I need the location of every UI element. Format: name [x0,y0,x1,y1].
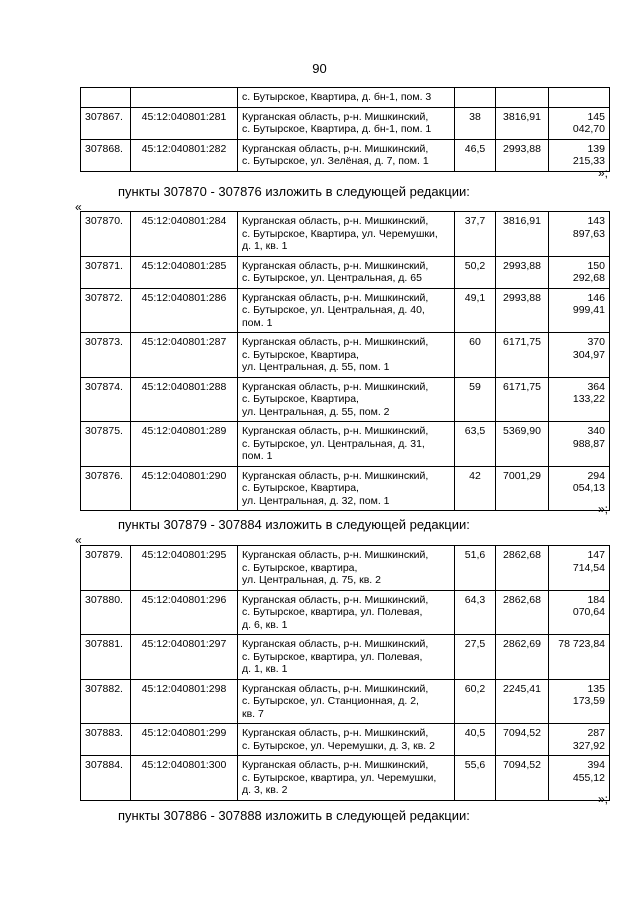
address-line: Курганская область, р-н. Мишкинский, [242,425,429,437]
cell-cost: 143 897,63 [549,212,610,257]
cell-cad: 45:12:040801:285 [131,256,238,288]
cell-cad [131,88,238,108]
cell-num: 307882. [81,679,131,724]
address-line: Курганская область, р-н. Мишкинский, [242,549,429,561]
address-line: Курганская область, р-н. Мишкинский, [242,727,429,739]
cell-cad: 45:12:040801:288 [131,377,238,422]
cell-addr [238,724,455,756]
address-line: с. Бутырское, ул. Черемушки, д. 3, кв. 2 [242,739,435,752]
cell-area: 60,2 [455,679,496,724]
cell-price: 7094,52 [496,756,549,801]
address-line: с. Бутырское, квартира, ул. Полевая, [242,606,423,618]
cell-cad: 45:12:040801:289 [131,422,238,467]
cell-cad: 45:12:040801:286 [131,288,238,333]
address-line: с. Бутырское, квартира, ул. Полевая, [242,650,423,663]
cell-cad: 45:12:040801:281 [131,107,238,139]
cell-addr [238,546,455,591]
address-line: с. Бутырское, квартира, ул. Черемушки, [242,771,437,784]
address-line: с. Бутырское, Квартира, [242,482,359,494]
cell-price: 6171,75 [496,333,549,378]
cell-addr [238,679,455,724]
address-line: Курганская область, р-н. Мишкинский, [242,469,429,482]
address-line: д. 6, кв. 1 [242,618,288,631]
cell-addr [238,377,455,422]
cell-addr [238,139,455,171]
address-line: с. Бутырское, Квартира, д. бн-1, пом. 1 [242,123,432,135]
section-heading-2: пункты 307879 - 307884 изложить в следующей редакции: [118,517,470,532]
cell-price: 2862,68 [496,546,549,591]
cell-num [81,88,131,108]
cell-addr [238,212,455,257]
cell-cost: 150 292,68 [549,256,610,288]
closing-quote-3: »; [597,792,608,806]
address-line: Курганская область, р-н. Мишкинский, [242,380,429,393]
address-line: кв. 7 [242,707,264,720]
cell-area: 49,1 [455,288,496,333]
opening-quote-1: « [75,200,82,214]
table-row [81,212,610,257]
cell-addr [238,635,455,680]
table-row [81,288,610,333]
table-row [81,756,610,801]
cell-price [496,88,549,108]
cell-addr [238,590,455,635]
address-line: с. Бутырское, квартира, [242,561,358,574]
closing-quote-2: »; [597,502,608,516]
cell-cad: 45:12:040801:299 [131,724,238,756]
cell-addr [238,756,455,801]
cell-addr [238,88,455,108]
cell-num: 307873. [81,333,131,378]
cell-cost: 78 723,84 [549,635,610,680]
cell-cost: 139 215,33 [549,139,610,171]
cell-area: 40,5 [455,724,496,756]
opening-quote-2: « [75,533,82,547]
address-line: с. Бутырское, ул. Центральная, д. 31, [242,437,425,450]
cell-num: 307884. [81,756,131,801]
table-row [81,256,610,288]
cell-num: 307879. [81,546,131,591]
address-line: д. 3, кв. 2 [242,784,288,796]
cell-price: 6171,75 [496,377,549,422]
cell-num: 307876. [81,466,131,511]
cell-price: 2993,88 [496,288,549,333]
cell-num: 307883. [81,724,131,756]
cell-cad: 45:12:040801:300 [131,756,238,801]
table-row [81,546,610,591]
table-row [81,590,610,635]
cell-cad: 45:12:040801:295 [131,546,238,591]
cell-area: 42 [455,466,496,511]
cell-price: 2993,88 [496,256,549,288]
address-line: ул. Центральная, д. 55, пом. 1 [242,361,390,373]
cell-num: 307875. [81,422,131,467]
page-number: 90 [312,61,327,76]
cell-area: 46,5 [455,139,496,171]
property-table-1 [80,87,610,172]
property-table-2 [80,211,610,511]
cell-area: 59 [455,377,496,422]
cell-area: 60 [455,333,496,378]
cell-cad: 45:12:040801:282 [131,139,238,171]
table-row [81,333,610,378]
cell-cost: 340 988,87 [549,422,610,467]
cell-num: 307881. [81,635,131,680]
cell-num: 307872. [81,288,131,333]
table-row [81,635,610,680]
cell-addr [238,422,455,467]
cell-area: 27,5 [455,635,496,680]
table-row [81,377,610,422]
table-row [81,724,610,756]
cell-price: 2993,88 [496,139,549,171]
cell-cost: 147 714,54 [549,546,610,591]
address-line: Курганская область, р-н. Мишкинский, [242,142,429,155]
address-line: с. Бутырское, ул. Центральная, д. 65 [242,272,422,284]
cell-cost: 370 304,97 [549,333,610,378]
address-line: с. Бутырское, Квартира, [242,348,359,361]
address-line: с. Бутырское, Квартира, [242,393,359,405]
cell-price: 3816,91 [496,107,549,139]
address-line: с. Бутырское, ул. Центральная, д. 40, [242,304,425,316]
address-line: Курганская область, р-н. Мишкинский, [242,291,429,304]
address-line: Курганская область, р-н. Мишкинский, [242,110,429,123]
address-line: с. Бутырское, ул. Зелёная, д. 7, пом. 1 [242,155,429,167]
cell-area [455,88,496,108]
cell-addr [238,288,455,333]
cell-num: 307874. [81,377,131,422]
address-line: Курганская область, р-н. Мишкинский, [242,593,429,606]
table-row [81,139,610,171]
address-line: с. Бутырское, Квартира, ул. Черемушки, [242,227,438,240]
address-line: д. 1, кв. 1 [242,240,288,252]
cell-cost [549,88,610,108]
cell-area: 55,6 [455,756,496,801]
cell-num: 307871. [81,256,131,288]
address-line: Курганская область, р-н. Мишкинский, [242,638,429,650]
cell-cad: 45:12:040801:284 [131,212,238,257]
address-line: Курганская область, р-н. Мишкинский, [242,215,429,227]
address-line: пом. 1 [242,316,273,329]
cell-price: 5369,90 [496,422,549,467]
cell-area: 37,7 [455,212,496,257]
cell-area: 64,3 [455,590,496,635]
cell-area: 50,2 [455,256,496,288]
cell-area: 51,6 [455,546,496,591]
cell-cad: 45:12:040801:290 [131,466,238,511]
address-line: с. Бутырское, ул. Станционная, д. 2, [242,695,419,707]
table-row [81,679,610,724]
property-table-3 [80,545,610,801]
address-line: ул. Центральная, д. 55, пом. 2 [242,405,390,418]
cell-price: 7094,52 [496,724,549,756]
cell-cost: 294 054,13 [549,466,610,511]
cell-addr [238,333,455,378]
address-line: Курганская область, р-н. Мишкинский, [242,336,429,348]
address-line: ул. Центральная, д. 75, кв. 2 [242,574,381,586]
cell-addr [238,256,455,288]
cell-price: 3816,91 [496,212,549,257]
address-line: д. 1, кв. 1 [242,663,288,675]
address-line: Курганская область, р-н. Мишкинский, [242,682,429,695]
cell-cost: 394 455,12 [549,756,610,801]
cell-price: 2862,68 [496,590,549,635]
cell-num: 307868. [81,139,131,171]
cell-num: 307870. [81,212,131,257]
cell-cad: 45:12:040801:298 [131,679,238,724]
table-row [81,107,610,139]
cell-addr [238,107,455,139]
cell-area: 63,5 [455,422,496,467]
address-line: с. Бутырское, Квартира, д. бн-1, пом. 3 [242,91,432,103]
cell-cost: 184 070,64 [549,590,610,635]
cell-num: 307880. [81,590,131,635]
cell-price: 2245,41 [496,679,549,724]
cell-addr [238,466,455,511]
cell-cost: 287 327,92 [549,724,610,756]
section-heading-3: пункты 307886 - 307888 изложить в следующей редакции: [118,808,470,823]
table-row [81,422,610,467]
cell-cad: 45:12:040801:287 [131,333,238,378]
address-line: ул. Центральная, д. 32, пом. 1 [242,494,390,507]
address-line: Курганская область, р-н. Мишкинский, [242,259,429,272]
address-line: Курганская область, р-н. Мишкинский, [242,759,429,771]
closing-quote-1: »; [597,166,608,180]
cell-price: 7001,29 [496,466,549,511]
cell-cad: 45:12:040801:296 [131,590,238,635]
cell-cad: 45:12:040801:297 [131,635,238,680]
table-row [81,466,610,511]
cell-cost: 135 173,59 [549,679,610,724]
section-heading-1: пункты 307870 - 307876 изложить в следующей редакции: [118,184,470,199]
cell-cost: 145 042,70 [549,107,610,139]
cell-num: 307867. [81,107,131,139]
cell-price: 2862,69 [496,635,549,680]
cell-area: 38 [455,107,496,139]
cell-cost: 146 999,41 [549,288,610,333]
cell-cost: 364 133,22 [549,377,610,422]
address-line: пом. 1 [242,450,273,462]
table-row [81,88,610,108]
